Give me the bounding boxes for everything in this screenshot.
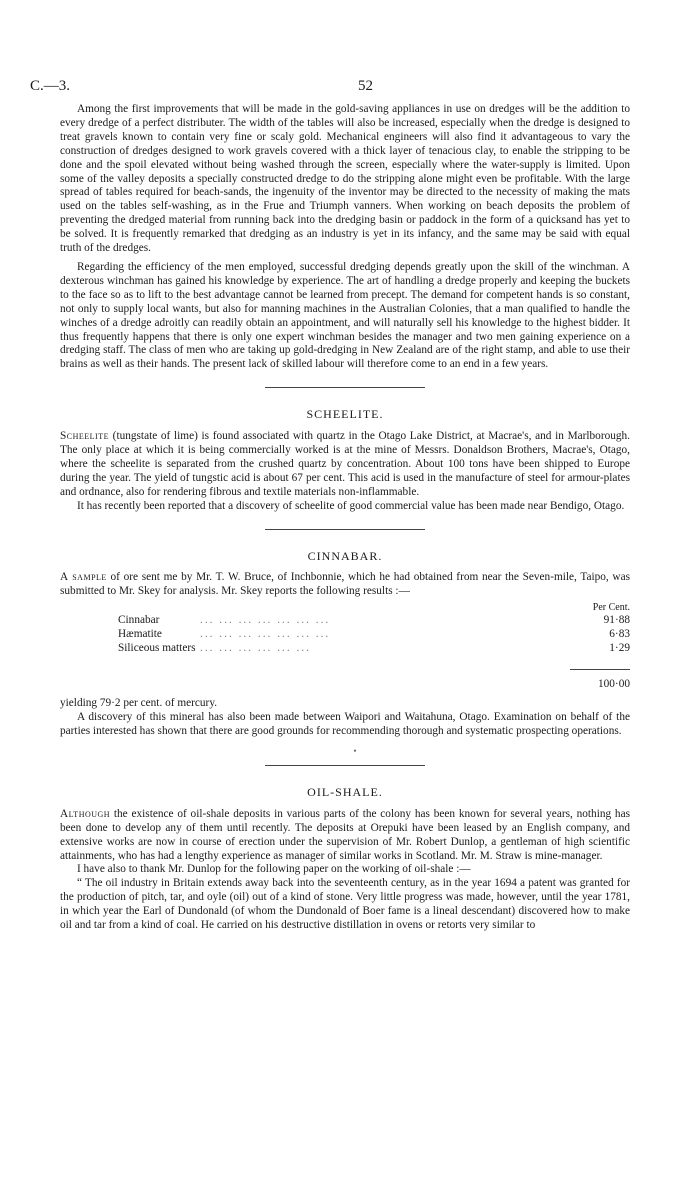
cinnabar-heading: CINNABAR.	[307, 548, 383, 563]
page-number: 52	[358, 78, 373, 94]
mercury-yield-line: yielding 79·2 per cent. of mercury.	[60, 697, 218, 710]
cinnabar-lead-word: A sample	[60, 571, 107, 584]
scheelite-paragraph-1	[60, 430, 630, 500]
cinnabar-paragraph-1-text: of ore sent me by Mr. T. W. Bruce, of Inchbonnie, which he had obtained from near the Seven-mile, Taipo, was submitted to Mr. Skey for analysis. Mr. Skey reports the following results :—	[60, 571, 630, 598]
section-divider	[265, 765, 425, 766]
oil-shale-paragraph-1	[60, 808, 630, 864]
analysis-row-value: 1·29	[609, 642, 630, 655]
analysis-row	[60, 642, 630, 656]
oil-shale-paragraph-2: I have also to thank Mr. Dunlop for the following paper on the working of oil-shale :—	[76, 863, 471, 876]
gold-saving-section	[60, 103, 630, 372]
analysis-row-value: 6·83	[609, 628, 630, 641]
analysis-row-value: 91·88	[603, 614, 630, 627]
gold-saving-paragraph-1: Among the first improvements that will be made in the gold-saving appliances in use on dredges will be the addition to every dredge of a perfect distributer. The width of the tables will also be increased, especially when the dredge is designed to treat gravels known to contain very fine or scaly gold. Mechanical engineers will also find it advantageous to vary the construction of dredges designed to work gravels covered with a thick layer of tenacious clay, to enable the stripping to be done and the spoil elevated without being washed through the screen, especially where the water-supply is limited. Upon some of the valley deposits a specially constructed dredge to do the stripping alone might even be profitable. With the large spread of tables required for beach-sands, the ingenuity of the inventor may be directed to the necessity of making the mats used on the tables self-washing, as in the Frue and Triumph vanners. When working on beach deposits the problem of preventing the dredged material from running back into the dredging basin or paddock in the form of a quicksand has yet to be solved. It is frequently remarked that dredging as an industry is yet in its infancy, and the same may be said with equal truth of the dredges.	[60, 103, 630, 255]
scheelite-paragraph-1-text: (tungstate of lime) is found associated with quartz in the Otago Lake District, at Macrae's, and in Marlborough. The only place at which it is being commercially worked is at the mine of Messrs. Donaldson Brothers, Macrae's, Otago, where the scheelite is separated from the crushed quartz by concentration. About 100 tons have been shipped to Europe during the year. The yield of tungstic acid is about 67 per cent. This acid is used in the manufacture of steel for armour-plates and ordnance, also for rendering fibrous and textile materials non-inflammable.	[60, 430, 630, 498]
oil-shale-section	[60, 786, 630, 933]
cinnabar-paragraph-1	[60, 571, 630, 599]
scheelite-section	[60, 408, 630, 513]
gold-saving-paragraph-2: Regarding the efficiency of the men employed, successful dredging depends greatly upon the skill of the winchman. A dexterous winchman has gained his knowledge by experience. The art of handling a dredge properly and keeping the buckets to the face so as to lift to the best advantage cannot be learned from precept. The demand for competent hands is so constant, not only to supply local wants, but also for manning machines in the Australian Colonies, that a man qualified to handle the winches of a dredge adroitly can readily obtain an appointment, and will naturally sell his knowledge to the highest bidder. It thus frequently happens that there is only one expert winchman besides the manager and two men gaining experience on a dredging staff. The class of men who are taking up gold-dredging in New Zealand are of the right stamp, and able to use their brains as well as their hands. The present lack of skilled labour will therefore come to an end in a few years.	[60, 260, 630, 371]
analysis-column-header: Per Cent.	[592, 602, 630, 614]
analysis-row-label: Siliceous matters	[118, 642, 196, 655]
report-reference: C.—3.	[30, 78, 71, 94]
page-content	[60, 103, 630, 933]
oil-shale-lead-word: Although	[60, 807, 111, 820]
section-divider	[265, 387, 425, 388]
analysis-total: 100·00	[597, 678, 630, 691]
leader-dots: ... ... ... ... ... ... ...	[200, 628, 331, 641]
analysis-row-label: Cinnabar	[118, 614, 160, 627]
leader-dots: ... ... ... ... ... ...	[200, 642, 311, 655]
cinnabar-section	[60, 550, 630, 739]
analysis-row	[60, 614, 630, 628]
analysis-row-label: Hæmatite	[118, 628, 162, 641]
page-header	[30, 78, 666, 98]
scheelite-lead-word: Scheelite	[60, 430, 109, 443]
total-rule	[570, 669, 630, 670]
oil-shale-heading: OIL-SHALE.	[307, 784, 383, 799]
leader-dots: ... ... ... ... ... ... ...	[200, 614, 331, 627]
analysis-row	[60, 628, 630, 642]
scheelite-paragraph-2: It has recently been reported that a discovery of scheelite of good commercial value has been made near Bendigo, Otago.	[76, 499, 625, 512]
oil-shale-paragraph-1-text: the existence of oil-shale deposits in various parts of the colony has been known for several years, nothing has been done to develop any of them until recently. The deposits at Orepuki have been leased by an English company, and extensive works are now in course of erection under the supervision of Mr. Robert Dunlop, a gentleman of high scientific attainments, who has had a lengthy experience as manager of similar works in Scotland. Mr. M. Straw is mine-manager.	[60, 807, 630, 862]
scheelite-heading: SCHEELITE.	[306, 407, 384, 422]
stray-mark: •	[353, 746, 357, 756]
oil-shale-paragraph-3: “ The oil industry in Britain extends away back into the seventeenth century, as in the year 1694 a patent was granted for the production of pitch, tar, and oyle (oil) out of a kind of stone. Very little progress was made, however, until the year 1781, in which year the Earl of Dundonald (of whom the Dundonald of Boer fame is a lineal descendant) discovered how to make oil and tar from a kind of coal. He carried on his destructive distillation in ovens or retorts very similar to	[60, 877, 630, 932]
analysis-table	[60, 601, 630, 697]
cinnabar-paragraph-2: A discovery of this mineral has also been made between Waipori and Waitahuna, Otago. Examination on behalf of the parties interested has shown that there are good grounds for recommending thorough and systematic prospecting operations.	[60, 711, 630, 738]
section-divider	[265, 529, 425, 530]
